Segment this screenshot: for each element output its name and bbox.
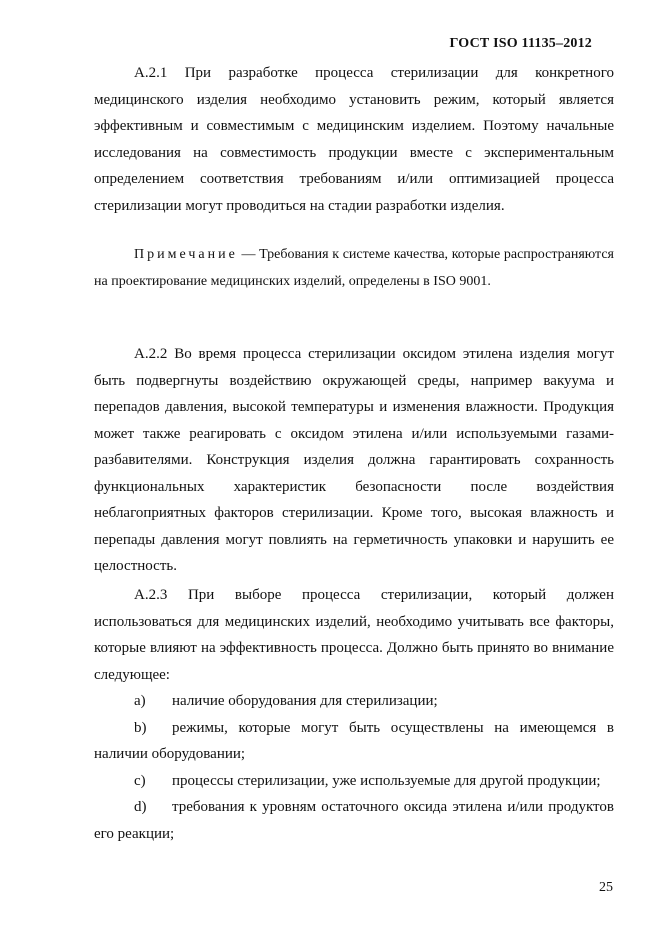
- list-marker: c): [134, 772, 146, 789]
- section-a23: [94, 582, 614, 847]
- paragraph-a21: А.2.1 При разработке процесса стерилизации для конкретного медицинского изделия необходимо установить режим, который является эффективным и совместимым с медицинским изделием. Поэтому начальные исследования на совместимость продукции вместе с экспериментальным определением соответствия требованиям и/или оптимизацией процесса стерилизации могут проводиться на стадии разработки изделия.: [94, 65, 614, 214]
- list-item: [94, 688, 614, 715]
- list-text: наличие оборудования для стерилизации;: [172, 693, 438, 709]
- list-text: процессы стерилизации, уже используемые для другой продукции;: [172, 772, 601, 789]
- note-text: — Требования к системе качества, которые распространяются на проектирование медицинских изделий, определены в ISO 9001.: [94, 247, 614, 289]
- list-item: [94, 715, 614, 768]
- section-a21: [94, 60, 614, 219]
- list-marker: a): [134, 693, 146, 709]
- note-block: [94, 242, 614, 295]
- section-a22: [94, 341, 614, 580]
- page-number: 25: [599, 880, 613, 895]
- list-text: режимы, которые могут быть осуществлены на имеющемся в наличии оборудовании;: [94, 719, 614, 762]
- note-paragraph: [94, 242, 614, 295]
- list-item: [94, 768, 614, 795]
- paragraph-a22: А.2.2 Во время процесса стерилизации оксидом этилена изделия могут быть подвергнуты воздействию окружающей среды, например вакуума и перепадов давления, высокой температуры и изменения влажности. Продукция может также реагировать с оксидом этилена и/или используемыми газами-разбавителями. Конструкция изделия должна гарантировать сохранность функциональных характеристик безопасности после воздействия неблагоприятных факторов стерилизации. Кроме того, высокая влажность и перепады давления могут повлиять на герметичность упаковки и нарушить ее целостность.: [94, 346, 614, 574]
- paragraph-a23: А.2.3 При выборе процесса стерилизации, который должен использоваться для медицинских изделий, необходимо учитывать все факторы, которые влияют на эффективность процесса. Должно быть принято во внимание следующее:: [94, 587, 614, 683]
- note-label: Примечание: [134, 247, 238, 262]
- list-text: требования к уровням остаточного оксида этилена и/или продуктов его реакции;: [94, 799, 614, 842]
- list-marker: b): [134, 719, 147, 736]
- list-item: [94, 794, 614, 847]
- list-marker: d): [134, 799, 147, 815]
- standard-header: ГОСТ ISO 11135–2012: [449, 36, 592, 51]
